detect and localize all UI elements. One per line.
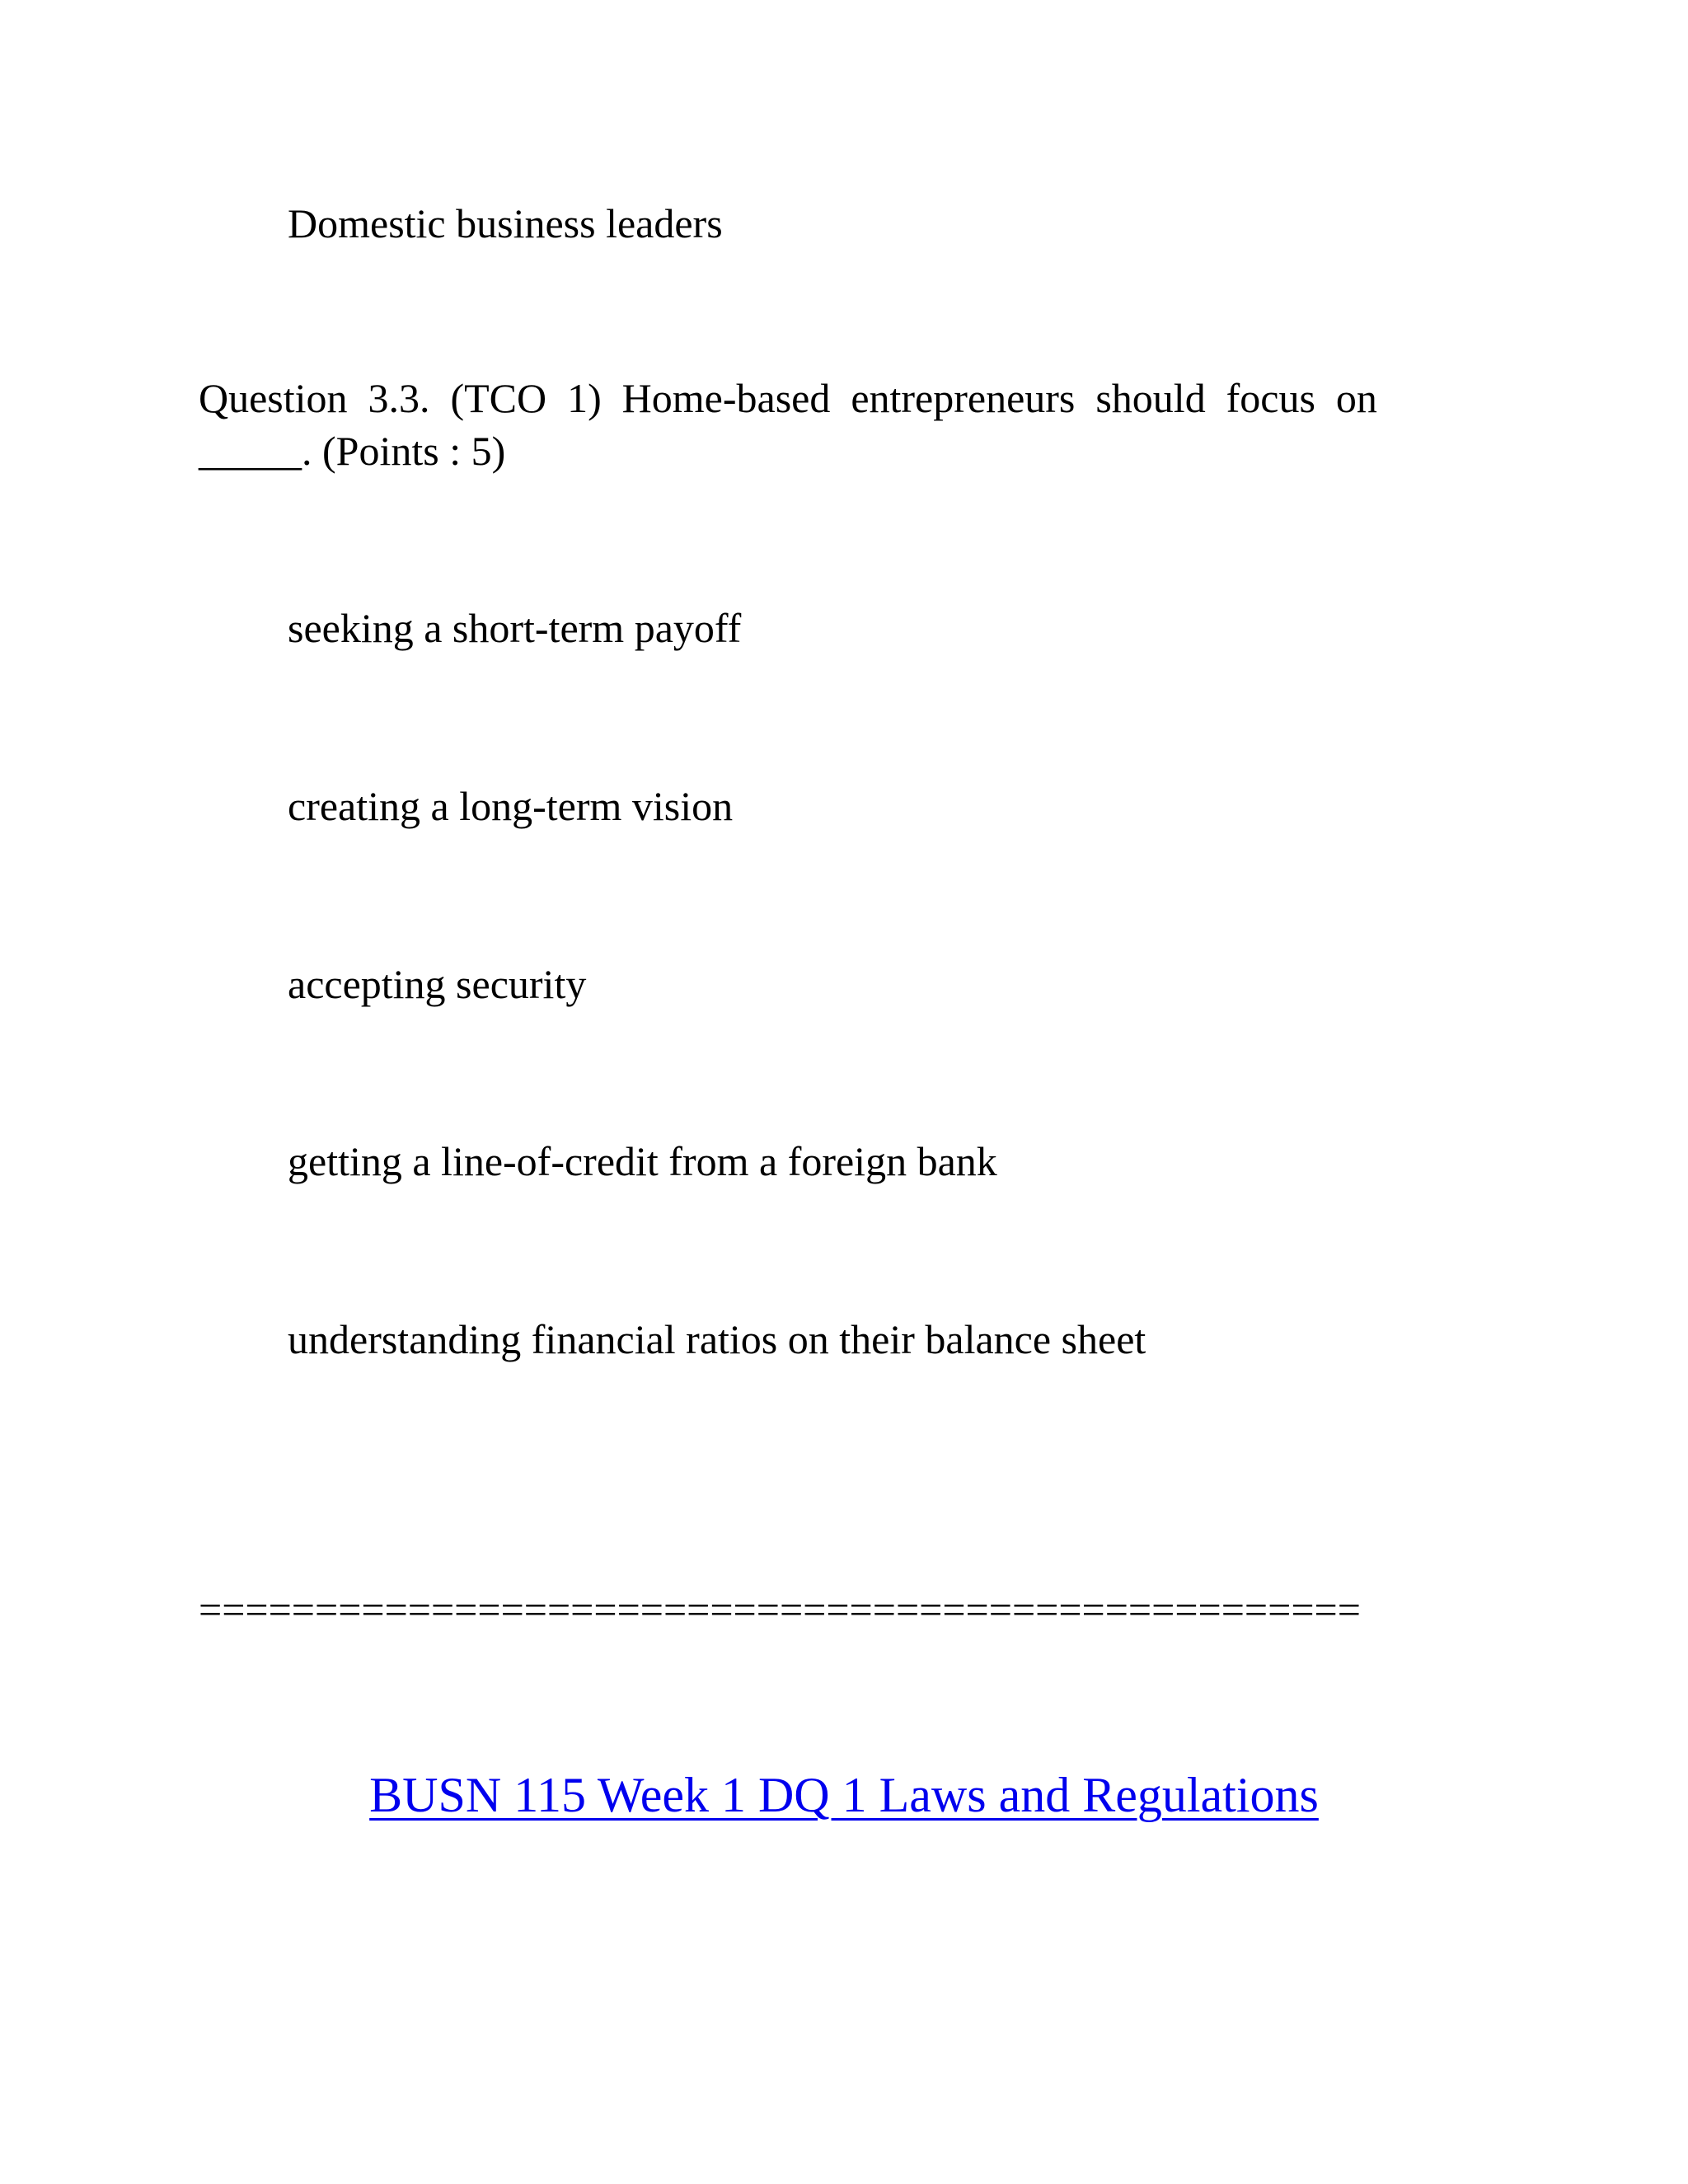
answer-option-previous: Domestic business leaders xyxy=(288,200,723,246)
question-line-1: Question 3.3. (TCO 1) Home-based entrepreneurs should focus on xyxy=(199,375,1377,421)
question-text xyxy=(199,372,1377,477)
question-line-2: _____. (Points : 5) xyxy=(199,428,506,474)
link-container xyxy=(0,1765,1688,1825)
answer-option-5: understanding financial ratios on their balance sheet xyxy=(288,1316,1146,1362)
section-divider: ================================================== xyxy=(199,1586,1361,1633)
answer-option-2: creating a long-term vision xyxy=(288,783,734,829)
busn-115-week-1-dq-1-link[interactable]: BUSN 115 Week 1 DQ 1 Laws and Regulations xyxy=(369,1768,1319,1822)
answer-option-1: seeking a short-term payoff xyxy=(288,605,742,651)
answer-option-4: getting a line-of-credit from a foreign bank xyxy=(288,1138,997,1184)
answer-option-3: accepting security xyxy=(288,961,587,1007)
